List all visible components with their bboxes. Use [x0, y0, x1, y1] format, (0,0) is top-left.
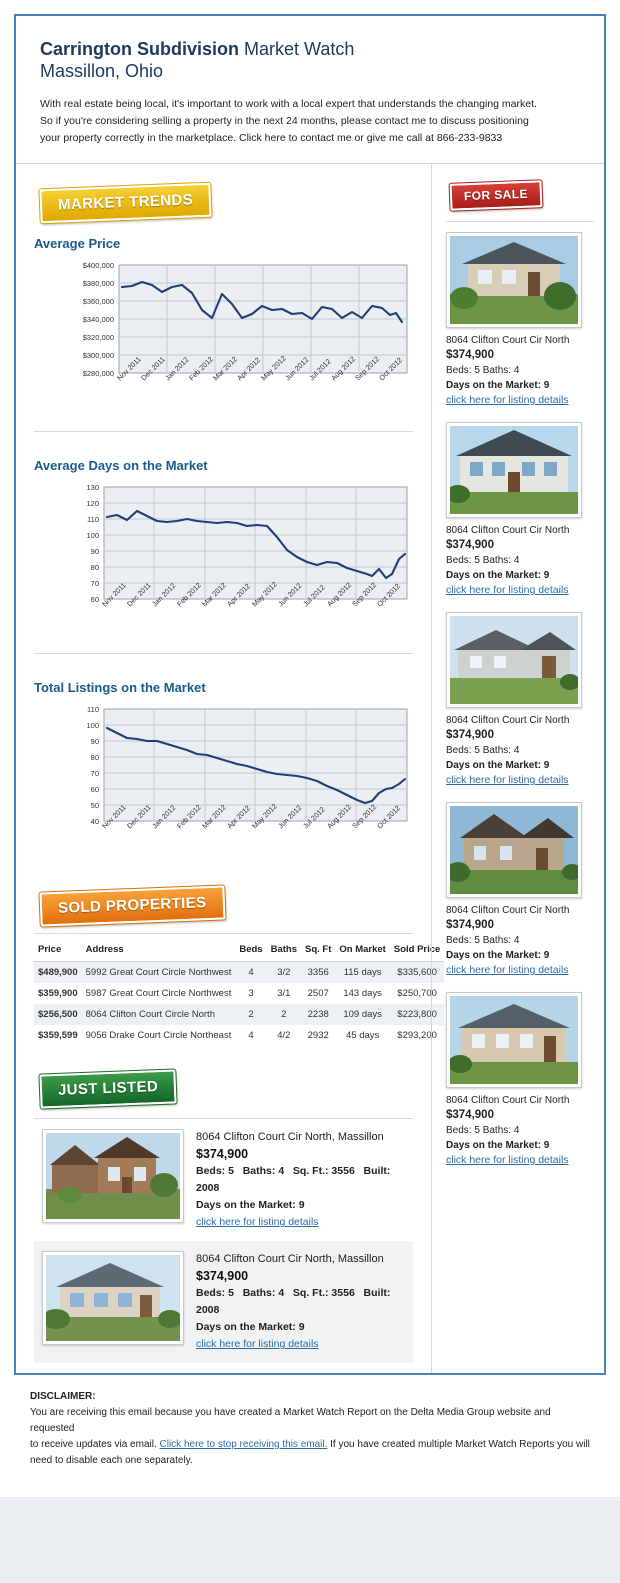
for-sale-photo-frame	[446, 612, 582, 708]
table-row	[34, 1004, 444, 1025]
for-sale-photo-frame	[446, 802, 582, 898]
for-sale-days-on-market: Days on the Market: 9	[446, 380, 550, 391]
cell-beds: 4	[248, 1030, 254, 1041]
svg-text:$360,000: $360,000	[82, 297, 114, 306]
svg-text:50: 50	[90, 801, 99, 810]
svg-text:Nov 2011: Nov 2011	[100, 580, 128, 609]
for-sale-meta	[446, 903, 594, 978]
svg-text:Apr 2012: Apr 2012	[225, 581, 253, 609]
svg-text:Feb 2012: Feb 2012	[175, 580, 203, 609]
svg-text:Sep 2012: Sep 2012	[350, 580, 379, 609]
for-sale-days-on-market: Days on the Market: 9	[446, 1140, 550, 1151]
cell-sold-price: $223,800	[390, 1004, 444, 1025]
col-price: Price	[34, 940, 82, 962]
cell-baths: 3/1	[277, 988, 291, 999]
listing-days-on-market: Days on the Market: 9	[196, 1321, 305, 1333]
cell-sqft: 3356	[301, 962, 335, 984]
cell-on-market: 115 days	[335, 962, 389, 984]
svg-text:Mar 2012: Mar 2012	[200, 802, 228, 831]
svg-text:Aug 2012: Aug 2012	[325, 580, 354, 609]
svg-text:$340,000: $340,000	[82, 315, 114, 324]
divider	[34, 933, 413, 934]
for-sale-meta	[446, 333, 594, 408]
house-photo	[46, 1133, 180, 1219]
svg-text:Jul 2012: Jul 2012	[301, 804, 327, 831]
just-listed-ribbon-wrap	[40, 1072, 413, 1106]
total-listings-svg	[34, 703, 413, 863]
average-price-svg	[34, 259, 413, 419]
for-sale-days-on-market: Days on the Market: 9	[446, 950, 550, 961]
svg-text:Jan 2012: Jan 2012	[150, 581, 178, 609]
svg-text:Apr 2012: Apr 2012	[235, 355, 263, 383]
built-value: 2008	[196, 1182, 220, 1194]
cell-address: 9056 Drake Court Circle Northeast	[85, 1030, 232, 1041]
built-label: Built:	[363, 1287, 391, 1299]
for-sale-photo-frame	[446, 422, 582, 518]
svg-text:110: 110	[87, 515, 99, 524]
intro-line-2: So if you're considering selling a property in the next 24 months, please contact me to discuss positioning	[40, 115, 529, 127]
svg-text:Oct 2012: Oct 2012	[377, 355, 405, 383]
chart-average-price	[34, 236, 413, 432]
cell-address: 5992 Great Court Circle Northwest	[82, 962, 236, 984]
listing-details-link[interactable]: click here for listing details	[196, 1338, 319, 1350]
svg-text:Feb 2012: Feb 2012	[175, 802, 203, 831]
title-suffix: Market Watch	[239, 39, 355, 59]
svg-text:Oct 2012: Oct 2012	[375, 581, 403, 609]
just-listed-ribbon: JUST LISTED	[39, 1069, 176, 1108]
for-sale-price: $374,900	[446, 349, 494, 361]
house-photo	[450, 426, 578, 514]
disclaimer-text-3: If you have created multiple Market Watch Reports you will	[327, 1439, 590, 1450]
for-sale-price: $374,900	[446, 1109, 494, 1121]
cell-price: $256,500	[34, 1004, 82, 1025]
table-row	[34, 983, 444, 1004]
for-sale-specs: Beds: 5 Baths: 4	[446, 1125, 520, 1136]
cell-on-market: 109 days	[335, 1004, 389, 1025]
svg-text:May 2012: May 2012	[250, 579, 279, 609]
col-sold-price: Sold Price	[390, 940, 444, 962]
beds-value: 5	[228, 1287, 234, 1299]
svg-text:80: 80	[90, 563, 99, 572]
market-trends-ribbon: MARKET TRENDS	[39, 183, 211, 224]
for-sale-address: 8064 Clifton Court Cir North	[446, 525, 570, 536]
beds-value: 5	[228, 1165, 234, 1177]
for-sale-photo-frame	[446, 232, 582, 328]
cell-sold-price: $293,200	[397, 1030, 437, 1041]
sqft-value: 3556	[331, 1287, 355, 1299]
divider	[34, 653, 413, 654]
house-photo	[450, 996, 578, 1084]
for-sale-price: $374,900	[446, 919, 494, 931]
svg-text:Jun 2012: Jun 2012	[276, 803, 304, 831]
svg-text:May 2012: May 2012	[259, 353, 288, 383]
for-sale-specs: Beds: 5 Baths: 4	[446, 745, 520, 756]
main-column	[16, 164, 441, 1373]
col-address: Address	[82, 940, 236, 962]
table-row	[34, 1025, 444, 1046]
listing-info	[196, 1251, 405, 1353]
svg-text:80: 80	[90, 753, 99, 762]
just-listed-item[interactable]	[34, 1241, 413, 1363]
for-sale-price: $374,900	[446, 729, 494, 741]
cell-baths: 3/2	[267, 962, 301, 984]
for-sale-details-link[interactable]: click here for listing details	[446, 964, 569, 976]
cell-price: $359,599	[38, 1030, 78, 1041]
for-sale-ribbon: FOR SALE	[450, 180, 543, 211]
svg-text:Oct 2012: Oct 2012	[375, 803, 403, 831]
chart-average-dom	[34, 458, 413, 654]
cell-baths: 2	[267, 1004, 301, 1025]
sqft-label: Sq. Ft.:	[292, 1287, 329, 1299]
intro-line-1: With real estate being local, it's important to work with a local expert that understands the changing market.	[40, 98, 537, 110]
col-baths: Baths	[267, 940, 301, 962]
for-sale-specs: Beds: 5 Baths: 4	[446, 555, 520, 566]
for-sale-meta	[446, 523, 594, 598]
svg-text:90: 90	[90, 547, 99, 556]
listing-specs	[196, 1285, 405, 1319]
chart-title-total-listings: Total Listings on the Market	[34, 680, 206, 695]
chart-frame-total-listings	[34, 703, 413, 863]
svg-text:110: 110	[87, 705, 99, 714]
svg-text:Feb 2012: Feb 2012	[187, 354, 215, 383]
for-sale-price: $374,900	[446, 539, 494, 551]
svg-text:Aug 2012: Aug 2012	[325, 802, 354, 831]
for-sale-address: 8064 Clifton Court Cir North	[446, 335, 570, 346]
cell-price: $489,900	[34, 962, 82, 984]
for-sale-item[interactable]	[446, 802, 594, 978]
disclaimer-text-2: to receive updates via email.	[30, 1439, 160, 1450]
for-sale-ribbon-wrap	[450, 182, 594, 209]
svg-text:$320,000: $320,000	[82, 333, 114, 342]
report-header	[16, 16, 604, 164]
svg-text:70: 70	[90, 769, 99, 778]
for-sale-address: 8064 Clifton Court Cir North	[446, 905, 570, 916]
cell-baths: 4/2	[277, 1030, 291, 1041]
svg-text:$280,000: $280,000	[82, 369, 114, 378]
svg-text:Apr 2012: Apr 2012	[225, 803, 253, 831]
disclaimer-title: DISCLAIMER:	[30, 1391, 96, 1402]
sold-properties-table	[34, 940, 444, 1046]
svg-text:Nov 2011: Nov 2011	[115, 354, 143, 383]
for-sale-column	[431, 164, 604, 1373]
listing-price: $374,900	[196, 1269, 249, 1283]
svg-text:Mar 2012: Mar 2012	[200, 580, 228, 609]
average-dom-svg	[34, 481, 413, 641]
chart-frame-average-dom	[34, 481, 413, 641]
intro-text	[40, 96, 580, 147]
svg-text:Dec 2011: Dec 2011	[125, 580, 153, 609]
disclaimer-body	[30, 1405, 590, 1469]
cell-sold-price: $250,700	[397, 988, 437, 999]
for-sale-photo-frame	[446, 992, 582, 1088]
svg-text:70: 70	[90, 579, 99, 588]
svg-text:120: 120	[86, 499, 99, 508]
listing-days-on-market: Days on the Market: 9	[196, 1199, 305, 1211]
for-sale-item[interactable]	[446, 232, 594, 408]
listing-price: $374,900	[196, 1147, 249, 1161]
svg-text:90: 90	[90, 737, 99, 746]
baths-label: Baths:	[242, 1165, 276, 1177]
cell-sqft: 2932	[307, 1030, 329, 1041]
cell-address: 8064 Clifton Court Circle North	[82, 1004, 236, 1025]
svg-text:Jun 2012: Jun 2012	[276, 581, 304, 609]
location-line: Massillon, Ohio	[40, 61, 164, 81]
svg-text:60: 60	[90, 595, 99, 604]
svg-text:Jan 2012: Jan 2012	[150, 803, 178, 831]
col-on-market: On Market	[335, 940, 389, 962]
for-sale-details-link[interactable]: click here for listing details	[446, 1154, 569, 1166]
listing-specs	[196, 1163, 405, 1197]
for-sale-specs: Beds: 5 Baths: 4	[446, 935, 520, 946]
disclaimer-text-4: need to disable each one separately.	[30, 1455, 193, 1466]
house-photo	[46, 1255, 180, 1341]
col-beds: Beds	[235, 940, 266, 962]
intro-line-3: your property correctly in the marketplace. Click here to contact me or give me call at 866-233-9833	[40, 132, 503, 144]
svg-text:40: 40	[90, 817, 99, 826]
baths-value: 4	[278, 1165, 285, 1177]
svg-text:Jul 2012: Jul 2012	[301, 582, 327, 609]
for-sale-item[interactable]	[446, 992, 594, 1168]
baths-value: 4	[278, 1287, 285, 1299]
subdivision-name: Carrington Subdivision	[40, 39, 240, 59]
built-label: Built:	[363, 1165, 391, 1177]
for-sale-item[interactable]	[446, 422, 594, 598]
svg-text:Sep 2012: Sep 2012	[350, 802, 379, 831]
svg-text:60: 60	[90, 785, 99, 794]
svg-text:Jun 2012: Jun 2012	[283, 355, 311, 383]
for-sale-meta	[446, 713, 594, 788]
listing-address: 8064 Clifton Court Cir North, Massillon	[196, 1253, 384, 1265]
svg-text:Dec 2011: Dec 2011	[125, 802, 153, 831]
cell-on-market: 45 days	[345, 1030, 380, 1041]
col-sqft: Sq. Ft	[301, 940, 335, 962]
for-sale-days-on-market: Days on the Market: 9	[446, 760, 550, 771]
cell-address: 5987 Great Court Circle Northwest	[85, 988, 232, 999]
house-photo	[450, 806, 578, 894]
listing-photo-frame	[42, 1129, 184, 1223]
for-sale-item[interactable]	[446, 612, 594, 788]
for-sale-specs: Beds: 5 Baths: 4	[446, 365, 520, 376]
svg-text:Jul 2012: Jul 2012	[307, 356, 333, 383]
market-trends-ribbon-wrap	[40, 186, 413, 220]
cell-beds: 2	[235, 1004, 266, 1025]
disclaimer-section	[14, 1375, 606, 1487]
svg-text:Dec 2011: Dec 2011	[139, 354, 167, 383]
divider	[446, 221, 594, 222]
cell-price: $359,900	[38, 988, 78, 999]
svg-text:100: 100	[86, 531, 99, 540]
just-listed-item[interactable]	[34, 1119, 413, 1241]
divider	[34, 431, 413, 432]
sold-properties-ribbon-wrap	[40, 889, 413, 923]
svg-text:130: 130	[86, 483, 99, 492]
cell-beds: 3	[248, 988, 254, 999]
table-header-row	[34, 940, 444, 962]
cell-sold-price: $335,600	[390, 962, 444, 984]
for-sale-details-link[interactable]: click here for listing details	[446, 584, 569, 596]
svg-text:Nov 2011: Nov 2011	[100, 802, 128, 831]
listing-info	[196, 1129, 405, 1231]
for-sale-details-link[interactable]: click here for listing details	[446, 394, 569, 406]
chart-title-average-dom: Average Days on the Market	[34, 458, 208, 473]
bottom-spacer	[14, 1487, 606, 1497]
sold-properties-ribbon: SOLD PROPERTIES	[39, 885, 225, 926]
svg-text:Sep 2012: Sep 2012	[353, 354, 382, 383]
svg-text:Jan 2012: Jan 2012	[163, 355, 191, 383]
for-sale-address: 8064 Clifton Court Cir North	[446, 715, 570, 726]
cell-beds: 4	[235, 962, 266, 984]
listing-photo-frame	[42, 1251, 184, 1345]
beds-label: Beds:	[196, 1287, 226, 1299]
unsubscribe-link[interactable]: Click here to stop receiving this email.	[159, 1439, 328, 1450]
svg-text:Aug 2012: Aug 2012	[329, 354, 358, 383]
sqft-label: Sq. Ft.:	[292, 1165, 329, 1177]
svg-text:$300,000: $300,000	[82, 351, 114, 360]
chart-total-listings	[34, 680, 413, 863]
report-body	[16, 164, 604, 1373]
chart-title-average-price: Average Price	[34, 236, 121, 251]
house-photo	[450, 616, 578, 704]
report-frame	[14, 14, 606, 1375]
chart-frame-average-price	[34, 259, 413, 419]
for-sale-meta	[446, 1093, 594, 1168]
svg-text:$380,000: $380,000	[82, 279, 114, 288]
svg-text:Mar 2012: Mar 2012	[211, 354, 239, 383]
listing-address: 8064 Clifton Court Cir North, Massillon	[196, 1131, 384, 1143]
baths-label: Baths:	[242, 1287, 276, 1299]
house-photo	[450, 236, 578, 324]
svg-text:May 2012: May 2012	[250, 801, 279, 831]
listing-details-link[interactable]: click here for listing details	[196, 1216, 319, 1228]
built-value: 2008	[196, 1304, 220, 1316]
for-sale-details-link[interactable]: click here for listing details	[446, 774, 569, 786]
svg-text:100: 100	[86, 721, 99, 730]
table-row	[34, 962, 444, 984]
cell-on-market: 143 days	[343, 988, 382, 999]
for-sale-days-on-market: Days on the Market: 9	[446, 570, 550, 581]
cell-sqft: 2507	[307, 988, 329, 999]
beds-label: Beds:	[196, 1165, 226, 1177]
page-title	[40, 38, 580, 82]
disclaimer-text-1: You are receiving this email because you have created a Market Watch Report on the Delta Media Group website and requested	[30, 1407, 551, 1434]
for-sale-address: 8064 Clifton Court Cir North	[446, 1095, 570, 1106]
cell-sqft: 2238	[301, 1004, 335, 1025]
svg-text:$400,000: $400,000	[82, 261, 114, 270]
sqft-value: 3556	[331, 1165, 355, 1177]
